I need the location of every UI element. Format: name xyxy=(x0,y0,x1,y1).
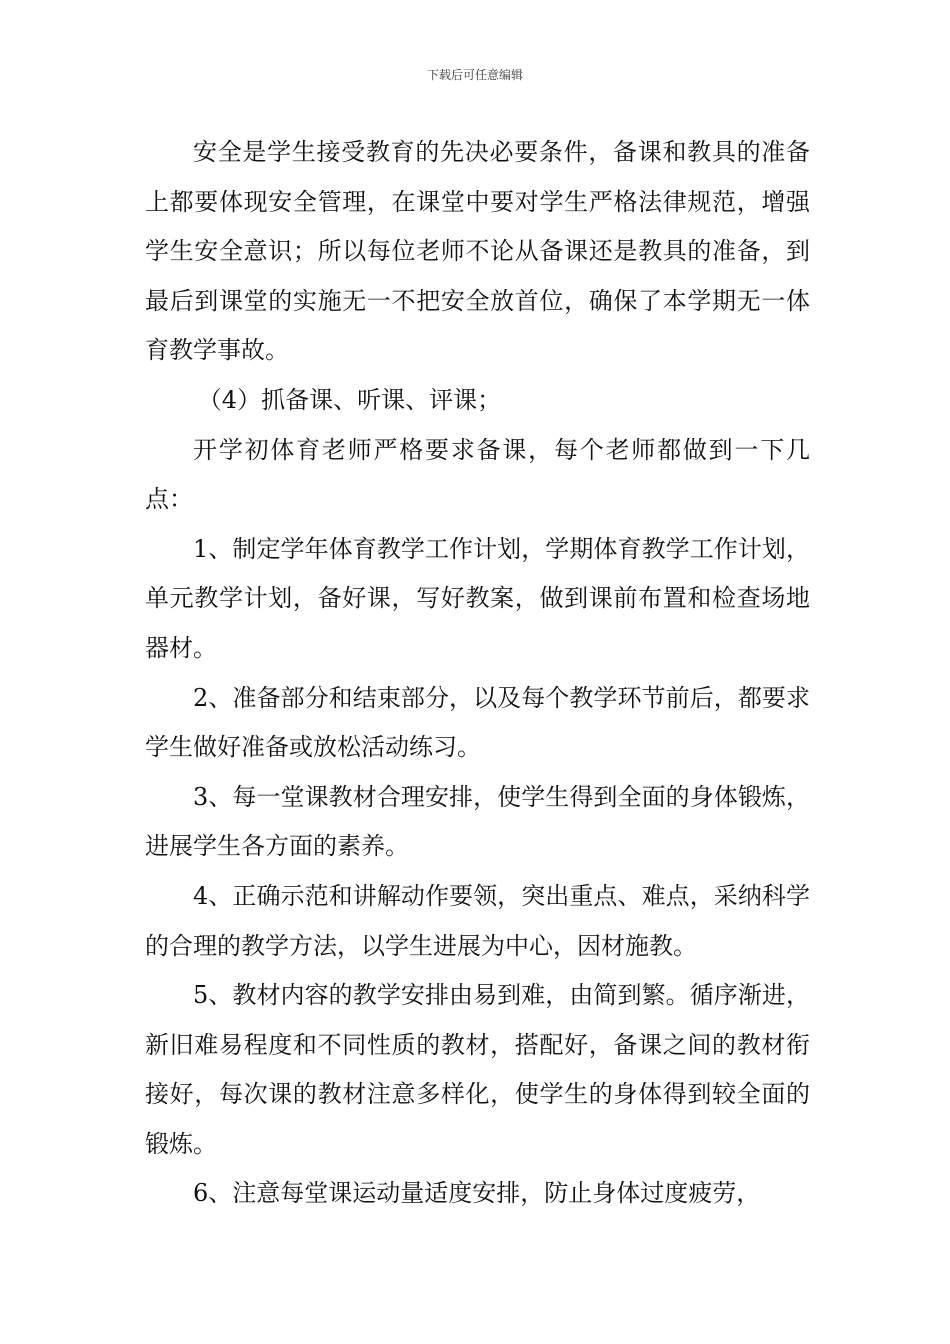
paragraph-section-heading: （4）抓备课、听课、评课； xyxy=(197,385,502,414)
page-header: 下载后可任意编辑 xyxy=(426,68,523,82)
paragraph-item-2: 2、准备部分和结束部分，以及每个教学环节前后，都要求学生做好准备或放松活动练习。 xyxy=(145,683,810,762)
paragraph-item-4: 4、正确示范和讲解动作要领，突出重点、难点，采纳科学的合理的教学方法，以学生进展为中心，因材施教。 xyxy=(145,881,810,960)
paragraph-lesson-prep-intro: 开学初体育老师严格要求备课，每个老师都做到一下几点： xyxy=(145,435,810,514)
document-body xyxy=(145,128,810,1219)
paragraph-safety: 安全是学生接受教育的先决必要条件，备课和教具的准备上都要体现安全管理，在课堂中要对学生严格法律规范，增强学生安全意识；所以每位老师不论从备课还是教具的准备，到最后到课堂的实施无一不把安全放首位，确保了本学期无一体育教学事故。 xyxy=(145,138,810,365)
paragraph-item-5: 5、教材内容的教学安排由易到难，由简到繁。循序渐进，新旧难易程度和不同性质的教材，搭配好，备课之间的教材衔接好，每次课的教材注意多样化，使学生的身体得到较全面的锻炼。 xyxy=(145,981,810,1158)
paragraph-item-6: 6、注意每堂课运动量适度安排，防止身体过度疲劳， xyxy=(193,1179,761,1208)
paragraph-item-3: 3、每一堂课教材合理安排，使学生得到全面的身体锻炼，进展学生各方面的素养。 xyxy=(145,782,810,861)
paragraph-item-1: 1、制定学年体育教学工作计划，学期体育教学工作计划，单元教学计划，备好课，写好教案，做到课前布置和检查场地器材。 xyxy=(145,534,810,662)
